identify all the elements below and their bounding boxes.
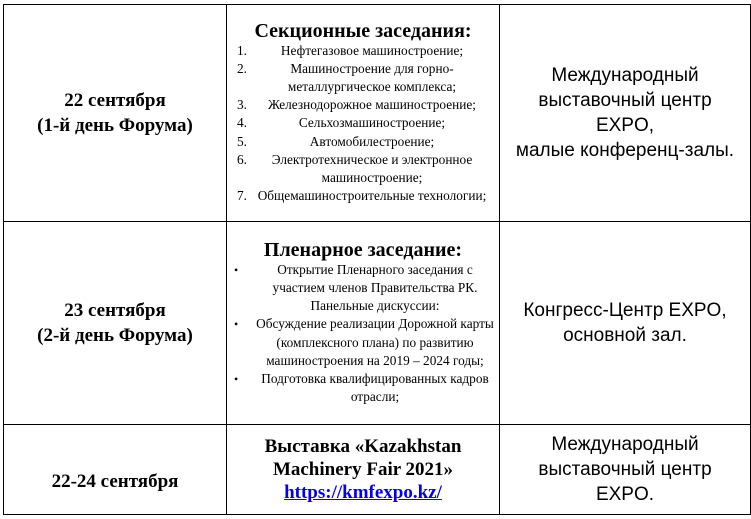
list-item [227,151,499,187]
plenary-list [227,261,499,407]
table-row [4,222,751,425]
list-item [227,261,499,316]
venue-line: основной зал. [563,325,687,346]
event-cell [227,5,500,222]
event-heading: Пленарное заседание: [263,238,463,261]
date-line: 22 сентября [64,90,166,111]
list-item [227,370,499,406]
forum-day-label: (1-й день Форума) [37,115,193,136]
forum-day-label: (2-й день Форума) [37,325,193,346]
venue-line: Конгресс-Центр EXPO, [523,300,727,321]
schedule-table [3,4,751,515]
list-item [227,114,499,132]
list-item-text: Сельхозмашиностроение; [298,115,446,131]
date-cell [4,425,227,515]
list-item [227,315,499,370]
venue-line: Международный [551,434,699,455]
venue-line: выставочный центр [538,459,712,480]
venue-line: EXPO. [595,484,655,505]
website-link[interactable]: https://kmfexpo.kz/ [284,482,442,503]
event-cell [227,425,500,515]
list-item-text: Обсуждение реализации Дорожной карты (комплексного плана) по развитию машиностроения на 2019 – 2024 годы; [256,316,494,368]
table-row [4,425,751,515]
list-item [227,133,499,151]
event-heading: Секционные заседания: [254,19,472,42]
date-cell [4,222,227,425]
table-row [4,5,751,222]
list-item [227,96,499,114]
venue-line: EXPO, [595,115,655,136]
list-item-text: Машиностроение для горно-металлургическое комплекса; [287,60,457,94]
bullet-icon: • [234,317,239,332]
venue-cell [500,425,751,515]
venue-line: Международный [551,65,699,86]
exhibition-title: Machinery Fair 2021» [272,459,454,480]
venue-cell [500,5,751,222]
venue-line: выставочный центр [538,90,712,111]
list-marker: 6. [237,151,247,167]
list-item [227,60,499,96]
list-item-text: Нефтегазовое машиностроение; [280,42,464,58]
event-cell [227,222,500,425]
list-item [227,187,499,205]
list-marker: 2. [237,60,247,76]
exhibition-title: Выставка «Kazakhstan [264,436,462,457]
venue-line: малые конференц-залы. [515,140,735,161]
list-marker: 4. [237,115,247,131]
section-list [227,42,499,206]
date-cell [4,5,227,222]
list-item-text: Общемашиностроительные технологии; [257,188,487,204]
bullet-icon: • [234,371,239,386]
list-item-text: Железнодорожное машиностроение; [268,97,476,113]
list-item-text: Автомобилестроение; [309,133,435,149]
list-marker: 7. [237,188,247,204]
list-item-text: Открытие Пленарного заседания с участием членов Правительства РК. Панельные дискуссии: [272,261,478,314]
list-item-text: Электротехническое и электронное машиностроение; [271,151,473,185]
list-item-text: Подготовка квалифицированных кадров отрасли; [261,370,489,405]
venue-cell [500,222,751,425]
list-item [227,42,499,60]
bullet-icon: • [234,262,239,277]
list-marker: 1. [237,42,247,58]
list-marker: 5. [237,133,247,149]
list-marker: 3. [237,97,247,113]
date-line: 23 сентября [64,300,166,321]
date-line: 22-24 сентября [51,471,179,492]
